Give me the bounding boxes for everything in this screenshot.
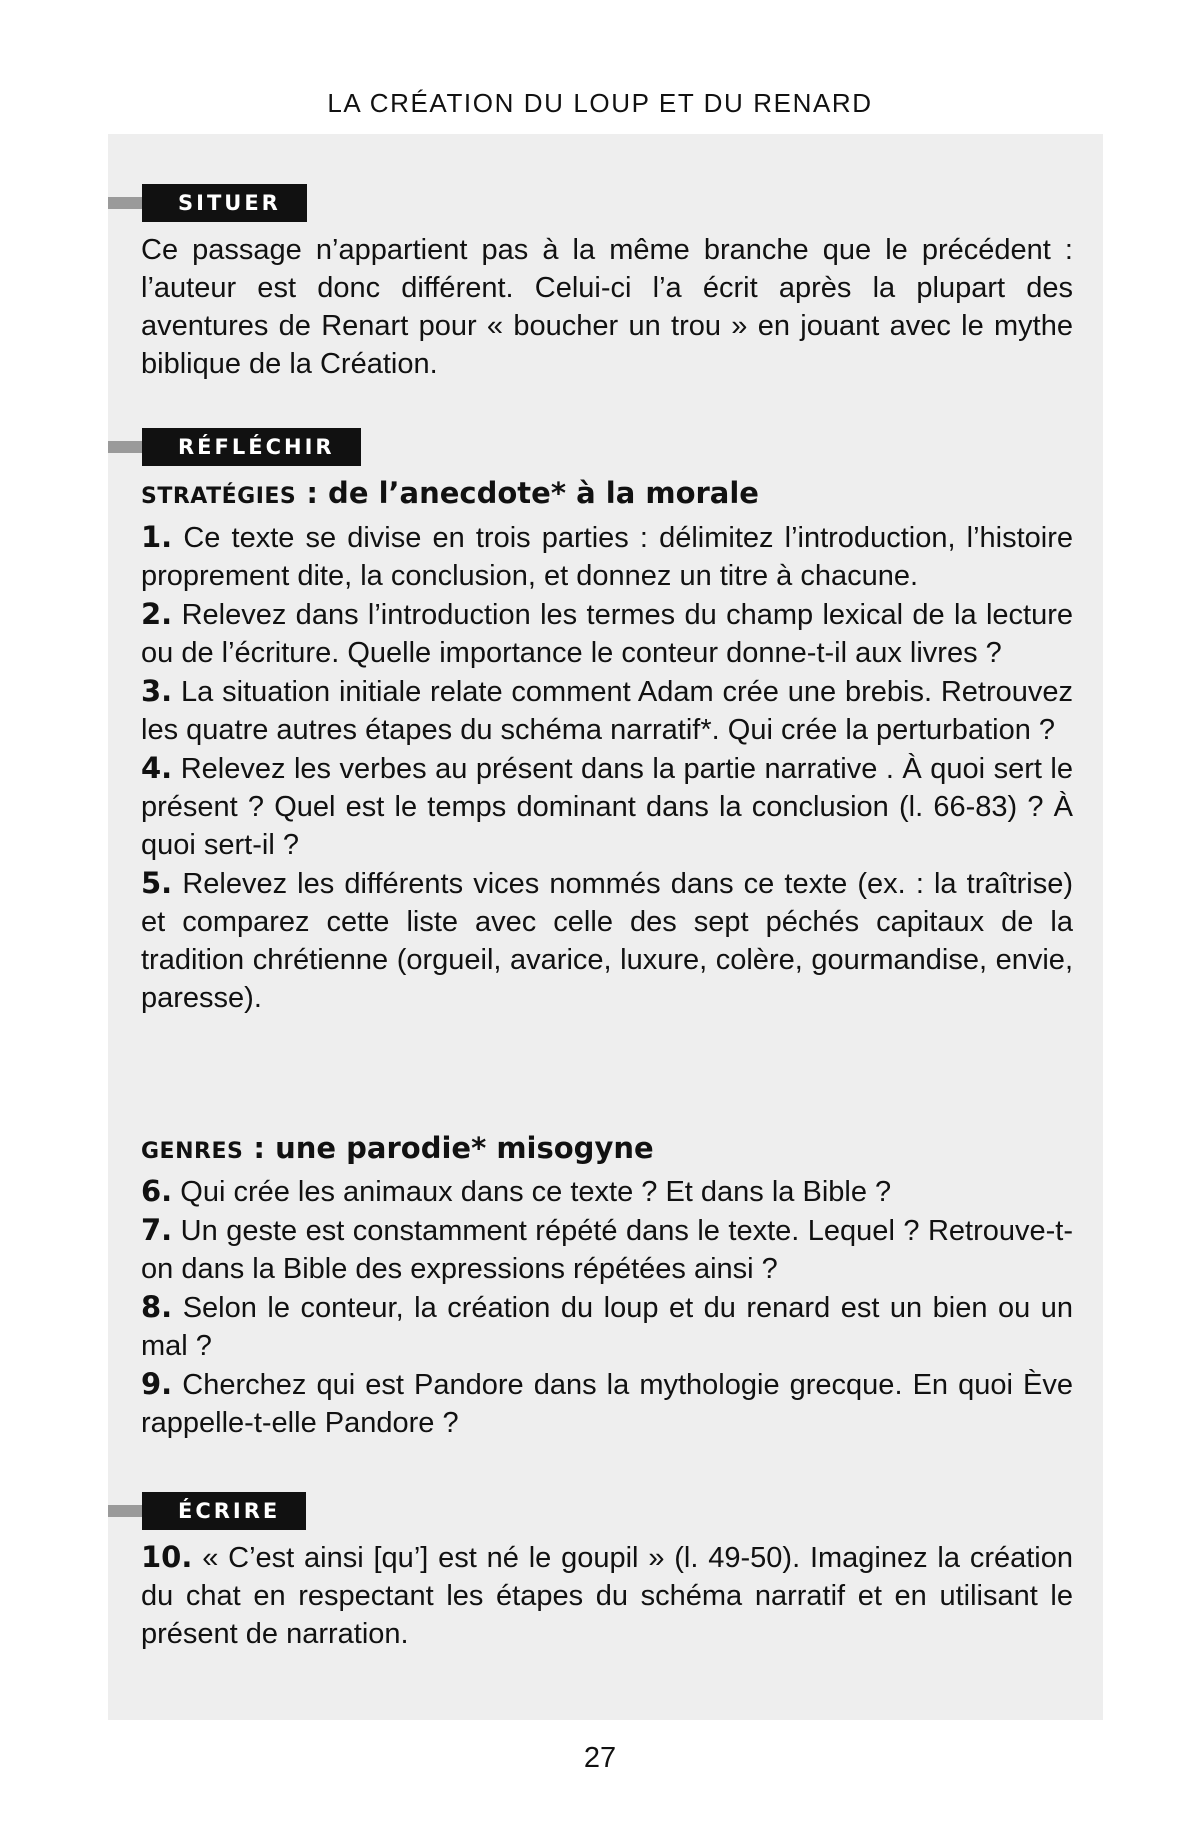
section-label-reflechir	[108, 428, 361, 466]
question-item	[141, 595, 1073, 672]
question-item	[141, 749, 1073, 864]
question-item	[141, 864, 1073, 1017]
section-tag: ÉCRIRE	[142, 1492, 306, 1530]
question-item	[141, 1538, 1073, 1653]
question-text: « C’est ainsi [qu’] est né le goupil » (l. 49-50). Imaginez la création du chat en respectant les étapes du schéma narratif et en utilisant le présent de narration.	[141, 1542, 1073, 1650]
subheading-keyword: GENRES	[141, 1139, 244, 1164]
question-number: 3.	[141, 674, 173, 708]
running-head: LA CRÉATION DU LOUP ET DU RENARD	[327, 88, 873, 118]
question-number: 5.	[141, 866, 173, 900]
question-item	[141, 672, 1073, 749]
question-text: La situation initiale relate comment Adam crée une brebis. Retrouvez les quatre autres étapes du schéma narratif*. Qui crée la perturbation ?	[141, 676, 1074, 746]
section-label-situer	[108, 184, 307, 222]
label-bar	[108, 1505, 142, 1517]
question-item	[141, 1172, 1073, 1211]
question-text: Selon le conteur, la création du loup et du renard est un bien ou un mal ?	[141, 1292, 1073, 1362]
question-number: 7.	[141, 1213, 173, 1247]
section-tag: RÉFLÉCHIR	[142, 428, 361, 466]
question-number: 2.	[141, 597, 173, 631]
genres-questions	[141, 1172, 1073, 1442]
question-text: Relevez les verbes au présent dans la partie narrative . À quoi sert le présent ? Quel est le temps dominant dans la conclusion (l. 66-83) ? À quoi sert-il ?	[141, 753, 1073, 861]
situer-paragraph: Ce passage n’appartient pas à la même branche que le précédent : l’auteur est donc différent. Celui-ci l’a écrit après la plupart des aventures de Renart pour « boucher un trou » en jouant avec le mythe biblique de la Création.	[141, 234, 1073, 380]
strategies-questions	[141, 518, 1073, 1017]
page-number: 27	[583, 1742, 617, 1774]
question-text: Relevez dans l’introduction les termes du champ lexical de la lecture ou de l’écriture. Quelle importance le conteur donne-t-il aux livres ?	[141, 599, 1073, 669]
subheading-keyword: STRATÉGIES	[141, 484, 297, 509]
question-text: Ce texte se divise en trois parties : délimitez l’introduction, l’histoire proprement dite, la conclusion, et donnez un titre à chacune.	[141, 522, 1073, 592]
subheading-genres	[141, 1131, 654, 1165]
question-text: Qui crée les animaux dans ce texte ? Et dans la Bible ?	[180, 1176, 892, 1208]
question-item	[141, 1211, 1073, 1288]
question-item	[141, 518, 1073, 595]
question-item	[141, 1288, 1073, 1365]
question-text: Un geste est constamment répété dans le texte. Lequel ? Retrouve-t-on dans la Bible des expressions répétées ainsi ?	[141, 1215, 1073, 1285]
subheading-title: : de l’anecdote* à la morale	[296, 476, 759, 510]
question-item	[141, 1365, 1073, 1442]
question-text: Cherchez qui est Pandore dans la mythologie grecque. En quoi Ève rappelle-t-elle Pandore ?	[141, 1369, 1073, 1439]
section-label-ecrire	[108, 1492, 306, 1530]
situer-text-block	[141, 231, 1073, 383]
question-number: 1.	[141, 520, 173, 554]
question-text: Relevez les différents vices nommés dans ce texte (ex. : la traîtrise) et comparez cette liste avec celle des sept péchés capitaux de la tradition chrétienne (orgueil, avarice, luxure, colère, gourmandise, envie, paresse).	[141, 868, 1074, 1014]
label-bar	[108, 441, 142, 453]
question-number: 8.	[141, 1290, 173, 1324]
label-bar	[108, 197, 142, 209]
question-number: 6.	[141, 1174, 173, 1208]
subheading-title: : une parodie* misogyne	[243, 1131, 654, 1165]
question-number: 4.	[141, 751, 173, 785]
question-number: 10.	[141, 1540, 193, 1574]
section-tag: SITUER	[142, 184, 307, 222]
ecrire-question	[141, 1538, 1073, 1653]
subheading-strategies	[141, 476, 759, 510]
question-number: 9.	[141, 1367, 173, 1401]
